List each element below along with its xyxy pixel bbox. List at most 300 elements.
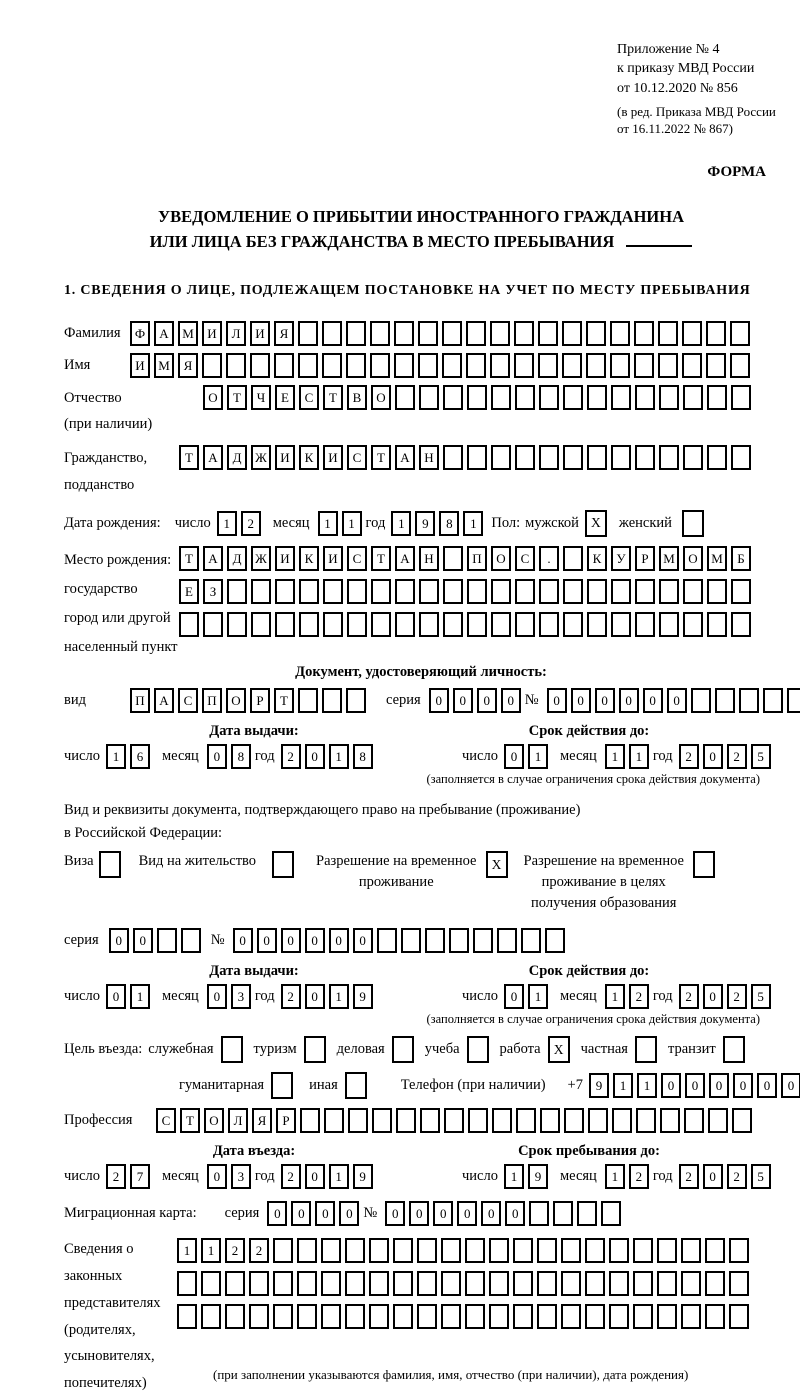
char-cell[interactable]: Ж bbox=[251, 445, 271, 470]
char-cell[interactable] bbox=[707, 445, 727, 470]
char-cell[interactable] bbox=[636, 1108, 656, 1133]
char-cell[interactable]: Б bbox=[731, 546, 751, 571]
char-cell[interactable] bbox=[739, 688, 759, 713]
char-cell[interactable]: 0 bbox=[305, 744, 325, 769]
char-cell[interactable] bbox=[396, 1108, 416, 1133]
purpose-private-checkbox[interactable] bbox=[635, 1036, 657, 1063]
char-cell[interactable]: 0 bbox=[481, 1201, 501, 1226]
char-cell[interactable]: Н bbox=[419, 445, 439, 470]
char-cell[interactable] bbox=[465, 1304, 485, 1329]
char-cell[interactable] bbox=[394, 353, 414, 378]
char-cell[interactable]: 1 bbox=[613, 1073, 633, 1098]
char-cell[interactable] bbox=[369, 1304, 389, 1329]
char-cell[interactable] bbox=[635, 579, 655, 604]
char-cell[interactable]: 2 bbox=[249, 1238, 269, 1263]
char-cell[interactable]: Р bbox=[250, 688, 270, 713]
char-cell[interactable]: 1 bbox=[528, 744, 548, 769]
char-cell[interactable] bbox=[419, 612, 439, 637]
char-cell[interactable] bbox=[577, 1201, 597, 1226]
char-cell[interactable] bbox=[562, 353, 582, 378]
char-cell[interactable]: 7 bbox=[130, 1164, 150, 1189]
char-cell[interactable] bbox=[563, 385, 583, 410]
char-cell[interactable] bbox=[251, 579, 271, 604]
char-cell[interactable]: Т bbox=[179, 546, 199, 571]
char-cell[interactable] bbox=[514, 321, 534, 346]
char-cell[interactable] bbox=[395, 579, 415, 604]
char-cell[interactable] bbox=[419, 385, 439, 410]
char-cell[interactable] bbox=[345, 1238, 365, 1263]
char-cell[interactable]: Е bbox=[275, 385, 295, 410]
char-cell[interactable] bbox=[401, 928, 421, 953]
char-cell[interactable] bbox=[346, 688, 366, 713]
char-cell[interactable] bbox=[418, 353, 438, 378]
char-cell[interactable] bbox=[489, 1271, 509, 1296]
char-cell[interactable] bbox=[467, 385, 487, 410]
char-cell[interactable]: 2 bbox=[629, 984, 649, 1009]
char-cell[interactable] bbox=[657, 1271, 677, 1296]
char-cell[interactable]: 2 bbox=[281, 1164, 301, 1189]
char-cell[interactable]: 1 bbox=[463, 511, 483, 536]
char-cell[interactable]: Ч bbox=[251, 385, 271, 410]
char-cell[interactable] bbox=[586, 353, 606, 378]
char-cell[interactable] bbox=[682, 353, 702, 378]
char-cell[interactable] bbox=[706, 353, 726, 378]
char-cell[interactable]: О bbox=[371, 385, 391, 410]
char-cell[interactable] bbox=[369, 1238, 389, 1263]
char-cell[interactable]: В bbox=[347, 385, 367, 410]
char-cell[interactable]: 1 bbox=[329, 1164, 349, 1189]
char-cell[interactable] bbox=[691, 688, 711, 713]
char-cell[interactable] bbox=[202, 353, 222, 378]
char-cell[interactable]: С bbox=[299, 385, 319, 410]
char-cell[interactable] bbox=[587, 385, 607, 410]
residence-permit-checkbox[interactable] bbox=[272, 851, 294, 878]
char-cell[interactable]: 2 bbox=[281, 984, 301, 1009]
char-cell[interactable] bbox=[443, 546, 463, 571]
char-cell[interactable] bbox=[467, 579, 487, 604]
char-cell[interactable] bbox=[611, 612, 631, 637]
char-cell[interactable]: 9 bbox=[353, 984, 373, 1009]
char-cell[interactable]: Я bbox=[274, 321, 294, 346]
char-cell[interactable] bbox=[706, 321, 726, 346]
char-cell[interactable]: 5 bbox=[751, 984, 771, 1009]
char-cell[interactable] bbox=[730, 321, 750, 346]
char-cell[interactable] bbox=[345, 1271, 365, 1296]
char-cell[interactable] bbox=[658, 321, 678, 346]
char-cell[interactable]: . bbox=[539, 546, 559, 571]
char-cell[interactable] bbox=[657, 1304, 677, 1329]
char-cell[interactable]: 0 bbox=[339, 1201, 359, 1226]
char-cell[interactable] bbox=[707, 385, 727, 410]
char-cell[interactable]: У bbox=[611, 546, 631, 571]
char-cell[interactable] bbox=[251, 612, 271, 637]
char-cell[interactable] bbox=[657, 1238, 677, 1263]
char-cell[interactable] bbox=[539, 385, 559, 410]
char-cell[interactable] bbox=[273, 1271, 293, 1296]
char-cell[interactable] bbox=[298, 353, 318, 378]
char-cell[interactable]: 0 bbox=[504, 744, 524, 769]
char-cell[interactable] bbox=[274, 353, 294, 378]
char-cell[interactable]: 0 bbox=[501, 688, 521, 713]
char-cell[interactable] bbox=[585, 1271, 605, 1296]
char-cell[interactable]: И bbox=[250, 321, 270, 346]
purpose-other-checkbox[interactable] bbox=[345, 1072, 367, 1099]
char-cell[interactable] bbox=[347, 612, 367, 637]
char-cell[interactable] bbox=[635, 445, 655, 470]
char-cell[interactable]: И bbox=[323, 445, 343, 470]
purpose-transit-checkbox[interactable] bbox=[723, 1036, 745, 1063]
char-cell[interactable]: К bbox=[299, 445, 319, 470]
char-cell[interactable]: 0 bbox=[703, 1164, 723, 1189]
char-cell[interactable] bbox=[545, 928, 565, 953]
char-cell[interactable] bbox=[705, 1271, 725, 1296]
char-cell[interactable]: С bbox=[178, 688, 198, 713]
char-cell[interactable] bbox=[492, 1108, 512, 1133]
char-cell[interactable]: 0 bbox=[547, 688, 567, 713]
char-cell[interactable] bbox=[393, 1304, 413, 1329]
char-cell[interactable]: Е bbox=[179, 579, 199, 604]
char-cell[interactable]: 1 bbox=[605, 1164, 625, 1189]
char-cell[interactable] bbox=[563, 612, 583, 637]
char-cell[interactable] bbox=[585, 1238, 605, 1263]
char-cell[interactable] bbox=[497, 928, 517, 953]
char-cell[interactable] bbox=[323, 579, 343, 604]
char-cell[interactable]: О bbox=[683, 546, 703, 571]
char-cell[interactable] bbox=[707, 579, 727, 604]
char-cell[interactable] bbox=[443, 612, 463, 637]
char-cell[interactable] bbox=[473, 928, 493, 953]
char-cell[interactable] bbox=[417, 1304, 437, 1329]
char-cell[interactable]: 0 bbox=[667, 688, 687, 713]
temp-residence-education-checkbox[interactable] bbox=[693, 851, 715, 878]
char-cell[interactable] bbox=[491, 385, 511, 410]
char-cell[interactable]: 0 bbox=[619, 688, 639, 713]
char-cell[interactable]: С bbox=[347, 546, 367, 571]
char-cell[interactable] bbox=[297, 1304, 317, 1329]
char-cell[interactable] bbox=[611, 385, 631, 410]
char-cell[interactable] bbox=[177, 1304, 197, 1329]
char-cell[interactable]: 0 bbox=[353, 928, 373, 953]
char-cell[interactable] bbox=[683, 579, 703, 604]
char-cell[interactable] bbox=[226, 353, 246, 378]
char-cell[interactable]: Р bbox=[635, 546, 655, 571]
char-cell[interactable] bbox=[634, 321, 654, 346]
char-cell[interactable] bbox=[417, 1238, 437, 1263]
char-cell[interactable]: 2 bbox=[629, 1164, 649, 1189]
char-cell[interactable]: 0 bbox=[385, 1201, 405, 1226]
char-cell[interactable] bbox=[540, 1108, 560, 1133]
char-cell[interactable]: М bbox=[659, 546, 679, 571]
char-cell[interactable]: Т bbox=[179, 445, 199, 470]
char-cell[interactable] bbox=[444, 1108, 464, 1133]
char-cell[interactable] bbox=[467, 612, 487, 637]
char-cell[interactable]: 9 bbox=[353, 1164, 373, 1189]
char-cell[interactable]: 2 bbox=[241, 511, 261, 536]
char-cell[interactable] bbox=[346, 353, 366, 378]
char-cell[interactable] bbox=[611, 579, 631, 604]
char-cell[interactable]: 0 bbox=[429, 688, 449, 713]
char-cell[interactable]: 1 bbox=[528, 984, 548, 1009]
char-cell[interactable] bbox=[227, 579, 247, 604]
char-cell[interactable]: 0 bbox=[504, 984, 524, 1009]
char-cell[interactable]: А bbox=[395, 445, 415, 470]
char-cell[interactable]: Ж bbox=[251, 546, 271, 571]
char-cell[interactable] bbox=[585, 1304, 605, 1329]
char-cell[interactable] bbox=[393, 1271, 413, 1296]
char-cell[interactable]: О bbox=[491, 546, 511, 571]
char-cell[interactable] bbox=[683, 385, 703, 410]
char-cell[interactable]: М bbox=[178, 321, 198, 346]
char-cell[interactable]: 0 bbox=[703, 984, 723, 1009]
char-cell[interactable]: Ф bbox=[130, 321, 150, 346]
char-cell[interactable]: 8 bbox=[439, 511, 459, 536]
char-cell[interactable] bbox=[322, 353, 342, 378]
char-cell[interactable] bbox=[732, 1108, 752, 1133]
char-cell[interactable] bbox=[441, 1271, 461, 1296]
char-cell[interactable] bbox=[705, 1304, 725, 1329]
char-cell[interactable]: 0 bbox=[109, 928, 129, 953]
char-cell[interactable]: С bbox=[156, 1108, 176, 1133]
char-cell[interactable] bbox=[227, 612, 247, 637]
char-cell[interactable] bbox=[347, 579, 367, 604]
char-cell[interactable] bbox=[609, 1271, 629, 1296]
char-cell[interactable]: 0 bbox=[661, 1073, 681, 1098]
char-cell[interactable]: 2 bbox=[679, 1164, 699, 1189]
char-cell[interactable]: 2 bbox=[679, 984, 699, 1009]
char-cell[interactable] bbox=[684, 1108, 704, 1133]
char-cell[interactable] bbox=[516, 1108, 536, 1133]
char-cell[interactable] bbox=[561, 1238, 581, 1263]
char-cell[interactable]: 0 bbox=[133, 928, 153, 953]
char-cell[interactable] bbox=[731, 445, 751, 470]
char-cell[interactable]: 8 bbox=[353, 744, 373, 769]
char-cell[interactable]: 9 bbox=[415, 511, 435, 536]
char-cell[interactable]: П bbox=[467, 546, 487, 571]
char-cell[interactable] bbox=[730, 353, 750, 378]
purpose-study-checkbox[interactable] bbox=[467, 1036, 489, 1063]
char-cell[interactable] bbox=[393, 1238, 413, 1263]
char-cell[interactable] bbox=[731, 579, 751, 604]
char-cell[interactable]: 1 bbox=[629, 744, 649, 769]
char-cell[interactable]: 0 bbox=[595, 688, 615, 713]
char-cell[interactable] bbox=[513, 1271, 533, 1296]
char-cell[interactable] bbox=[515, 385, 535, 410]
char-cell[interactable] bbox=[449, 928, 469, 953]
char-cell[interactable] bbox=[659, 612, 679, 637]
char-cell[interactable]: 0 bbox=[409, 1201, 429, 1226]
char-cell[interactable]: И bbox=[275, 546, 295, 571]
char-cell[interactable] bbox=[683, 612, 703, 637]
char-cell[interactable] bbox=[346, 321, 366, 346]
char-cell[interactable]: 0 bbox=[267, 1201, 287, 1226]
char-cell[interactable] bbox=[299, 612, 319, 637]
char-cell[interactable] bbox=[420, 1108, 440, 1133]
purpose-humanitarian-checkbox[interactable] bbox=[271, 1072, 293, 1099]
char-cell[interactable] bbox=[249, 1271, 269, 1296]
char-cell[interactable]: 1 bbox=[605, 744, 625, 769]
char-cell[interactable] bbox=[468, 1108, 488, 1133]
char-cell[interactable]: 2 bbox=[281, 744, 301, 769]
char-cell[interactable] bbox=[491, 579, 511, 604]
char-cell[interactable] bbox=[275, 612, 295, 637]
char-cell[interactable]: 0 bbox=[457, 1201, 477, 1226]
char-cell[interactable]: И bbox=[130, 353, 150, 378]
char-cell[interactable]: 0 bbox=[207, 1164, 227, 1189]
char-cell[interactable] bbox=[715, 688, 735, 713]
char-cell[interactable]: Д bbox=[227, 445, 247, 470]
char-cell[interactable] bbox=[441, 1304, 461, 1329]
char-cell[interactable] bbox=[300, 1108, 320, 1133]
char-cell[interactable]: П bbox=[130, 688, 150, 713]
char-cell[interactable]: 0 bbox=[477, 688, 497, 713]
char-cell[interactable]: 1 bbox=[217, 511, 237, 536]
char-cell[interactable] bbox=[275, 579, 295, 604]
char-cell[interactable] bbox=[394, 321, 414, 346]
char-cell[interactable] bbox=[681, 1238, 701, 1263]
char-cell[interactable] bbox=[395, 385, 415, 410]
char-cell[interactable]: 0 bbox=[709, 1073, 729, 1098]
purpose-tourism-checkbox[interactable] bbox=[304, 1036, 326, 1063]
char-cell[interactable] bbox=[562, 321, 582, 346]
char-cell[interactable] bbox=[371, 612, 391, 637]
char-cell[interactable] bbox=[633, 1238, 653, 1263]
char-cell[interactable] bbox=[322, 688, 342, 713]
char-cell[interactable]: И bbox=[323, 546, 343, 571]
char-cell[interactable]: 0 bbox=[207, 744, 227, 769]
char-cell[interactable] bbox=[515, 612, 535, 637]
char-cell[interactable] bbox=[181, 928, 201, 953]
char-cell[interactable] bbox=[321, 1304, 341, 1329]
char-cell[interactable] bbox=[587, 579, 607, 604]
char-cell[interactable] bbox=[491, 612, 511, 637]
char-cell[interactable] bbox=[659, 385, 679, 410]
char-cell[interactable] bbox=[465, 1271, 485, 1296]
char-cell[interactable]: 1 bbox=[504, 1164, 524, 1189]
char-cell[interactable]: П bbox=[202, 688, 222, 713]
char-cell[interactable]: 0 bbox=[757, 1073, 777, 1098]
char-cell[interactable]: А bbox=[154, 688, 174, 713]
temp-residence-checkbox[interactable]: X bbox=[486, 851, 508, 878]
char-cell[interactable] bbox=[225, 1271, 245, 1296]
char-cell[interactable]: 0 bbox=[233, 928, 253, 953]
char-cell[interactable]: Н bbox=[419, 546, 439, 571]
char-cell[interactable]: 0 bbox=[305, 928, 325, 953]
char-cell[interactable]: Т bbox=[274, 688, 294, 713]
char-cell[interactable] bbox=[489, 1304, 509, 1329]
char-cell[interactable]: 0 bbox=[257, 928, 277, 953]
char-cell[interactable] bbox=[561, 1304, 581, 1329]
char-cell[interactable]: 2 bbox=[679, 744, 699, 769]
char-cell[interactable]: З bbox=[203, 579, 223, 604]
char-cell[interactable] bbox=[299, 579, 319, 604]
char-cell[interactable] bbox=[681, 1271, 701, 1296]
char-cell[interactable]: К bbox=[587, 546, 607, 571]
purpose-work-checkbox[interactable]: X bbox=[548, 1036, 570, 1063]
char-cell[interactable]: 0 bbox=[733, 1073, 753, 1098]
char-cell[interactable]: 0 bbox=[305, 984, 325, 1009]
char-cell[interactable] bbox=[419, 579, 439, 604]
char-cell[interactable]: А bbox=[395, 546, 415, 571]
char-cell[interactable] bbox=[610, 353, 630, 378]
char-cell[interactable] bbox=[539, 579, 559, 604]
char-cell[interactable] bbox=[490, 321, 510, 346]
char-cell[interactable]: 2 bbox=[727, 1164, 747, 1189]
char-cell[interactable]: 6 bbox=[130, 744, 150, 769]
char-cell[interactable] bbox=[586, 321, 606, 346]
char-cell[interactable]: 0 bbox=[291, 1201, 311, 1226]
char-cell[interactable]: А bbox=[154, 321, 174, 346]
char-cell[interactable] bbox=[442, 321, 462, 346]
char-cell[interactable] bbox=[225, 1304, 245, 1329]
char-cell[interactable] bbox=[321, 1238, 341, 1263]
char-cell[interactable]: Т bbox=[180, 1108, 200, 1133]
char-cell[interactable] bbox=[297, 1271, 317, 1296]
char-cell[interactable]: 0 bbox=[643, 688, 663, 713]
char-cell[interactable] bbox=[609, 1238, 629, 1263]
char-cell[interactable]: Л bbox=[228, 1108, 248, 1133]
char-cell[interactable] bbox=[157, 928, 177, 953]
char-cell[interactable] bbox=[553, 1201, 573, 1226]
char-cell[interactable]: А bbox=[203, 546, 223, 571]
visa-checkbox[interactable] bbox=[99, 851, 121, 878]
char-cell[interactable]: Я bbox=[178, 353, 198, 378]
char-cell[interactable] bbox=[443, 385, 463, 410]
char-cell[interactable]: О bbox=[203, 385, 223, 410]
char-cell[interactable] bbox=[273, 1304, 293, 1329]
char-cell[interactable]: М bbox=[154, 353, 174, 378]
char-cell[interactable] bbox=[201, 1304, 221, 1329]
char-cell[interactable] bbox=[659, 579, 679, 604]
char-cell[interactable] bbox=[297, 1238, 317, 1263]
char-cell[interactable]: 9 bbox=[528, 1164, 548, 1189]
char-cell[interactable] bbox=[521, 928, 541, 953]
char-cell[interactable] bbox=[441, 1238, 461, 1263]
char-cell[interactable]: А bbox=[203, 445, 223, 470]
char-cell[interactable] bbox=[418, 321, 438, 346]
char-cell[interactable]: 1 bbox=[177, 1238, 197, 1263]
char-cell[interactable] bbox=[370, 321, 390, 346]
char-cell[interactable] bbox=[658, 353, 678, 378]
char-cell[interactable] bbox=[179, 612, 199, 637]
char-cell[interactable] bbox=[681, 1304, 701, 1329]
char-cell[interactable]: Т bbox=[371, 445, 391, 470]
char-cell[interactable]: С bbox=[515, 546, 535, 571]
char-cell[interactable] bbox=[682, 321, 702, 346]
char-cell[interactable] bbox=[707, 612, 727, 637]
char-cell[interactable] bbox=[345, 1304, 365, 1329]
char-cell[interactable] bbox=[729, 1238, 749, 1263]
char-cell[interactable] bbox=[563, 445, 583, 470]
char-cell[interactable] bbox=[177, 1271, 197, 1296]
char-cell[interactable]: 0 bbox=[571, 688, 591, 713]
char-cell[interactable]: И bbox=[202, 321, 222, 346]
char-cell[interactable] bbox=[466, 321, 486, 346]
char-cell[interactable] bbox=[635, 612, 655, 637]
char-cell[interactable]: 0 bbox=[315, 1201, 335, 1226]
char-cell[interactable]: 0 bbox=[453, 688, 473, 713]
char-cell[interactable]: 1 bbox=[329, 984, 349, 1009]
char-cell[interactable] bbox=[729, 1304, 749, 1329]
char-cell[interactable] bbox=[539, 612, 559, 637]
char-cell[interactable] bbox=[491, 445, 511, 470]
char-cell[interactable]: Л bbox=[226, 321, 246, 346]
char-cell[interactable]: 0 bbox=[281, 928, 301, 953]
char-cell[interactable]: Р bbox=[276, 1108, 296, 1133]
char-cell[interactable] bbox=[395, 612, 415, 637]
char-cell[interactable] bbox=[708, 1108, 728, 1133]
char-cell[interactable] bbox=[537, 1304, 557, 1329]
char-cell[interactable]: 2 bbox=[225, 1238, 245, 1263]
